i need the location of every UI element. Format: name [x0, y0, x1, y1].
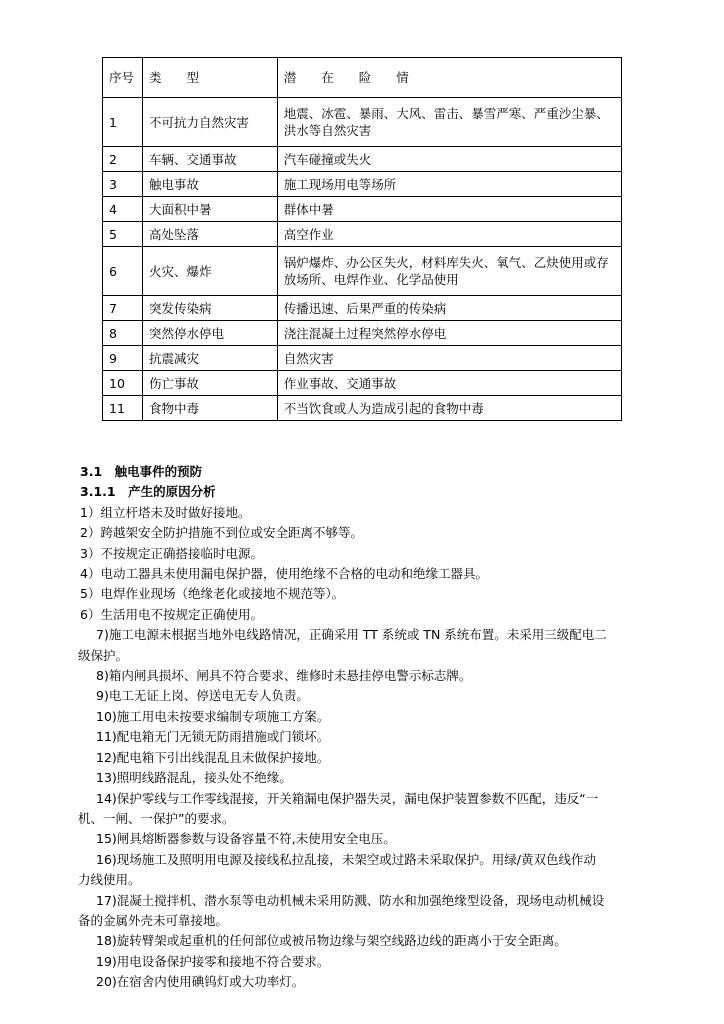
list-item [78, 768, 690, 788]
cell-risk: 锅炉爆炸、办公区失火，材料库失火、氧气、乙炔使用或存放场所、电焊作业、化学品使用 [277, 247, 621, 296]
list-item [78, 625, 690, 666]
table-row [103, 98, 622, 147]
cell-type: 火灾、爆炸 [142, 247, 277, 296]
cell-risk: 作业事故、交通事故 [277, 371, 621, 396]
cell-no: 2 [103, 147, 143, 172]
list-item [78, 727, 690, 747]
list-item-line: 20)在宿舍内使用碘钨灯或大功率灯。 [96, 974, 305, 990]
cell-type: 不可抗力自然灾害 [142, 98, 277, 147]
cell-risk: 传播迅速、后果严重的传染病 [277, 296, 621, 321]
table-header-row [103, 58, 622, 98]
list-item [78, 952, 690, 972]
cell-risk: 地震、冰雹、暴雨、大风、雷击、暴雪严寒、严重沙尘暴、洪水等自然灾害 [277, 98, 621, 147]
list-item-line: 10)施工用电未按要求编制专项施工方案。 [96, 708, 330, 724]
table-row [103, 371, 622, 396]
list-item [78, 829, 690, 849]
cell-type: 触电事故 [142, 172, 277, 197]
table-row [103, 222, 622, 247]
cell-no: 7 [103, 296, 143, 321]
cell-type: 车辆、交通事故 [142, 147, 277, 172]
list-item-line: 8)箱内闸具损坏、闸具不符合要求、维修时未悬挂停电警示标志牌。 [96, 668, 472, 684]
list-item: 2）跨越架安全防护措施不到位或安全距离不够等。 [80, 525, 363, 541]
list-item-line: 16)现场施工及照明用电源及接线私拉乱接，未架空或过路未采取保护。用绿/黄双色线作动 [96, 851, 596, 867]
cell-no: 11 [103, 396, 143, 421]
cell-no: 9 [103, 346, 143, 371]
list-item-line: 9)电工无证上岗、停送电无专人负责。 [96, 688, 309, 704]
list-item [78, 972, 690, 992]
list-item: 1）组立杆塔未及时做好接地。 [80, 504, 251, 520]
cell-type: 食物中毒 [142, 396, 277, 421]
list-item-line: 11)配电箱无门无锁无防雨措施或门锁坏。 [96, 729, 330, 745]
list-item-line: 15)闸具熔断器参数与设备容量不符,未使用安全电压。 [96, 831, 396, 847]
cell-no: 6 [103, 247, 143, 296]
cell-risk: 自然灾害 [277, 346, 621, 371]
cell-risk: 不当饮食或人为造成引起的食物中毒 [277, 396, 621, 421]
subsection-heading: 3.1.1 产生的原因分析 [80, 484, 216, 500]
cell-type: 伤亡事故 [142, 371, 277, 396]
table-row [103, 321, 622, 346]
list-item-line: 17)混凝土搅拌机、潜水泵等电动机械未采用防溅、防水和加强绝缘型设备，现场电动机械设 [96, 892, 605, 908]
cell-no: 10 [103, 371, 143, 396]
list-item: 6）生活用电不按规定正确使用。 [80, 606, 263, 622]
list-item [78, 748, 690, 768]
list-item-line: 14)保护零线与工作零线混接，开关箱漏电保护器失灵，漏电保护装置参数不匹配，违反“一 [96, 790, 599, 806]
list-item [78, 789, 690, 830]
table-row [103, 147, 622, 172]
cell-type: 突发传染病 [142, 296, 277, 321]
list-item [78, 931, 690, 951]
cell-no: 4 [103, 197, 143, 222]
list-item-line: 18)旋转臂架或起重机的任何部位或被吊物边缘与架空线路边线的距离小于安全距离。 [96, 933, 567, 949]
table-row [103, 296, 622, 321]
cell-type: 高处坠落 [142, 222, 277, 247]
list-item [78, 850, 690, 891]
list-item [78, 891, 690, 932]
list-item-continuation: 备的金属外壳未可靠接地。 [78, 912, 229, 928]
list-item-continuation: 机、一闸、一保护”的要求。 [78, 810, 235, 826]
table-row [103, 197, 622, 222]
cell-no: 8 [103, 321, 143, 346]
list-item-line: 12)配电箱下引出线混乱且未做保护接地。 [96, 749, 330, 765]
table-row [103, 172, 622, 197]
list-item-continuation: 级保护。 [78, 647, 129, 663]
cell-type: 抗震减灾 [142, 346, 277, 371]
list-item: 5）电焊作业现场（绝缘老化或接地不规范等）。 [80, 586, 345, 602]
list-item [78, 707, 690, 727]
list-item-line: 7)施工电源未根据当地外电线路情况，正确采用 TT 系统或 TN 系统布置。未采用三级配电二 [96, 627, 607, 643]
cell-risk: 群体中暑 [277, 197, 621, 222]
section-heading: 3.1 触电事件的预防 [80, 464, 203, 479]
table-row [103, 396, 622, 421]
col-header-risk: 潜 在 险 情 [277, 58, 621, 98]
cell-type: 大面积中暑 [142, 197, 277, 222]
cell-risk: 汽车碰撞或失火 [277, 147, 621, 172]
cell-no: 3 [103, 172, 143, 197]
list-item-line: 13)照明线路混乱，接头处不绝缘。 [96, 770, 292, 786]
section-content [78, 462, 690, 993]
cell-type: 突然停水停电 [142, 321, 277, 346]
list-item [78, 686, 690, 706]
table-row [103, 247, 622, 296]
table-row [103, 346, 622, 371]
cell-risk: 施工现场用电等场所 [277, 172, 621, 197]
cell-risk: 高空作业 [277, 222, 621, 247]
list-item: 3）不按规定正确搭接临时电源。 [80, 545, 263, 561]
cell-no: 5 [103, 222, 143, 247]
list-item [78, 666, 690, 686]
list-item-continuation: 力线使用。 [78, 872, 141, 888]
list-item-line: 19)用电设备保护接零和接地不符合要求。 [96, 953, 330, 969]
col-header-no: 序号 [103, 58, 143, 98]
col-header-type: 类 型 [142, 58, 277, 98]
list-item: 4）电动工器具未使用漏电保护器，使用绝缘不合格的电动和绝缘工器具。 [80, 566, 488, 582]
cell-risk: 浇注混凝土过程突然停水停电 [277, 321, 621, 346]
risk-table [102, 57, 622, 421]
cell-no: 1 [103, 98, 143, 147]
